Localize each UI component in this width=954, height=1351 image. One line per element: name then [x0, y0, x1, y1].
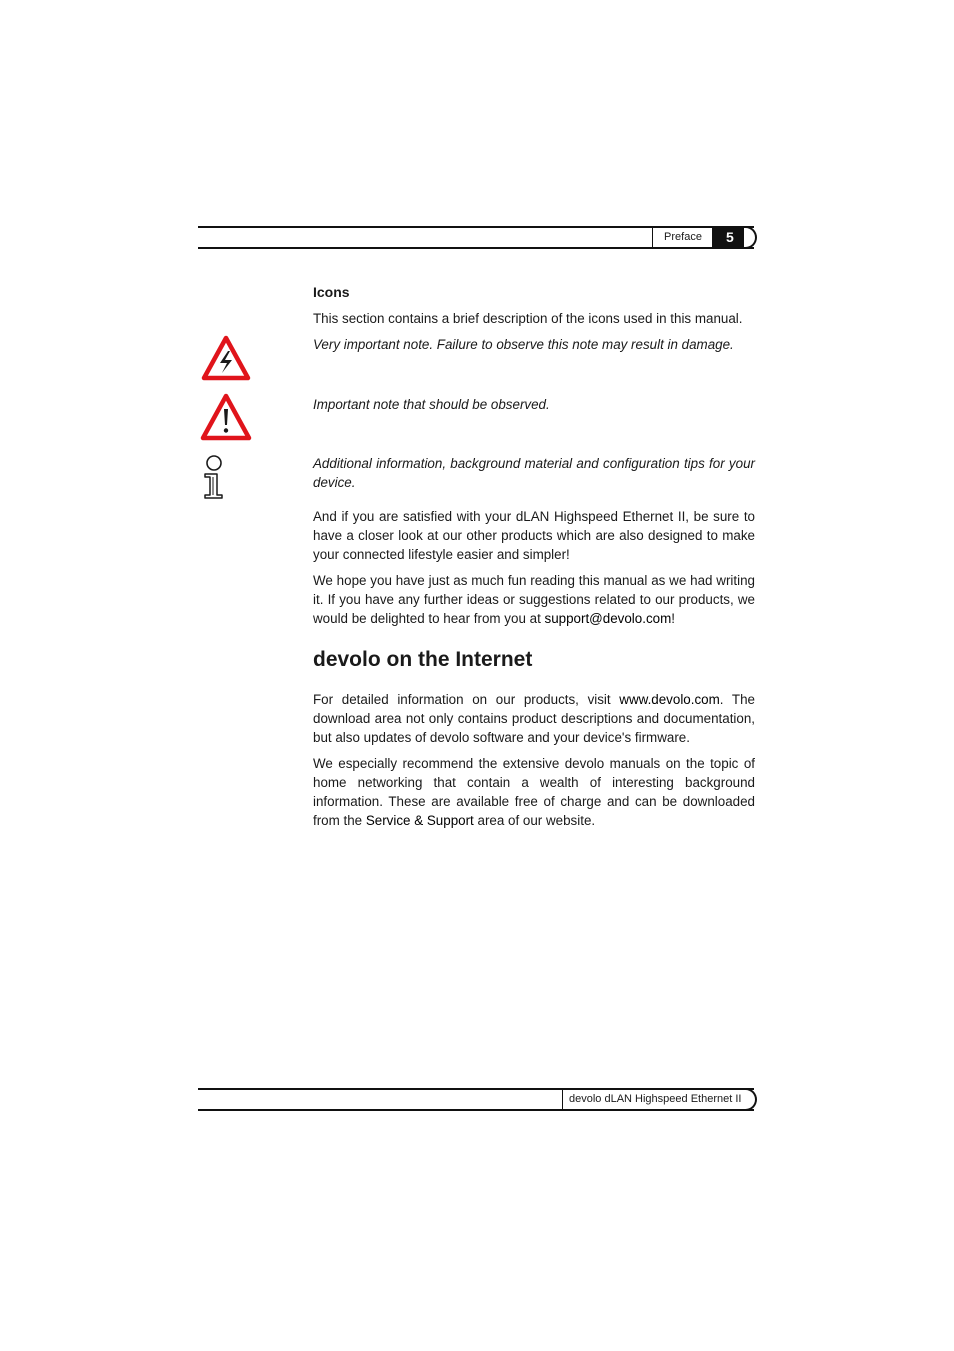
icon-note-3: Additional information, background material and configuration tips for your device. — [313, 456, 755, 490]
icons-intro: This section contains a brief description of the icons used in this manual. — [313, 311, 743, 326]
footer-product-label: devolo dLAN Highspeed Ethernet II — [562, 1090, 748, 1109]
website-link[interactable]: www.devolo.com — [619, 692, 720, 707]
feedback-end: ! — [671, 611, 675, 626]
info-icon — [201, 454, 227, 500]
header-rule-bottom — [198, 247, 754, 249]
icon-note-1: Very important note. Failure to observe this note may result in damage. — [313, 337, 734, 352]
closer-look-paragraph: And if you are satisfied with your dLAN Highspeed Ethernet II, be sure to have a closer look at our other products which are also designed to make your connected lifestyle easier and simpler! — [313, 509, 755, 562]
feedback-paragraph — [313, 571, 755, 628]
icon-note-2: Important note that should be observed. — [313, 397, 550, 412]
icons-heading: Icons — [313, 284, 350, 300]
internet-heading: devolo on the Internet — [313, 648, 533, 671]
website-text-end: . The download area not only contains product descriptions and documentation, but also updates of devolo software and your device's firmware. — [313, 692, 755, 745]
header-section-label: Preface — [652, 228, 713, 247]
electric-warning-icon — [200, 334, 252, 382]
website-paragraph — [313, 690, 755, 747]
page-number: 5 — [712, 226, 744, 249]
feedback-text: We hope you have just as much fun reading this manual as we had writing it. If you have any further ideas or suggestions related to our products, we would be delighted to hear from you at — [313, 573, 755, 626]
support-email-link[interactable]: support@devolo.com — [544, 611, 672, 626]
service-support-link[interactable]: Service & Support — [365, 813, 474, 828]
manuals-paragraph — [313, 754, 755, 830]
footer-rule-bottom — [198, 1109, 754, 1111]
manuals-text-end: area of our website. — [473, 813, 596, 828]
manuals-text: We especially recommend the extensive devolo manuals on the topic of home networking that contain a wealth of interesting background information. These are available free of charge and can be downloaded from the — [313, 756, 755, 828]
website-text: For detailed information on our products, visit — [313, 692, 620, 707]
exclamation-warning-icon — [199, 392, 253, 442]
